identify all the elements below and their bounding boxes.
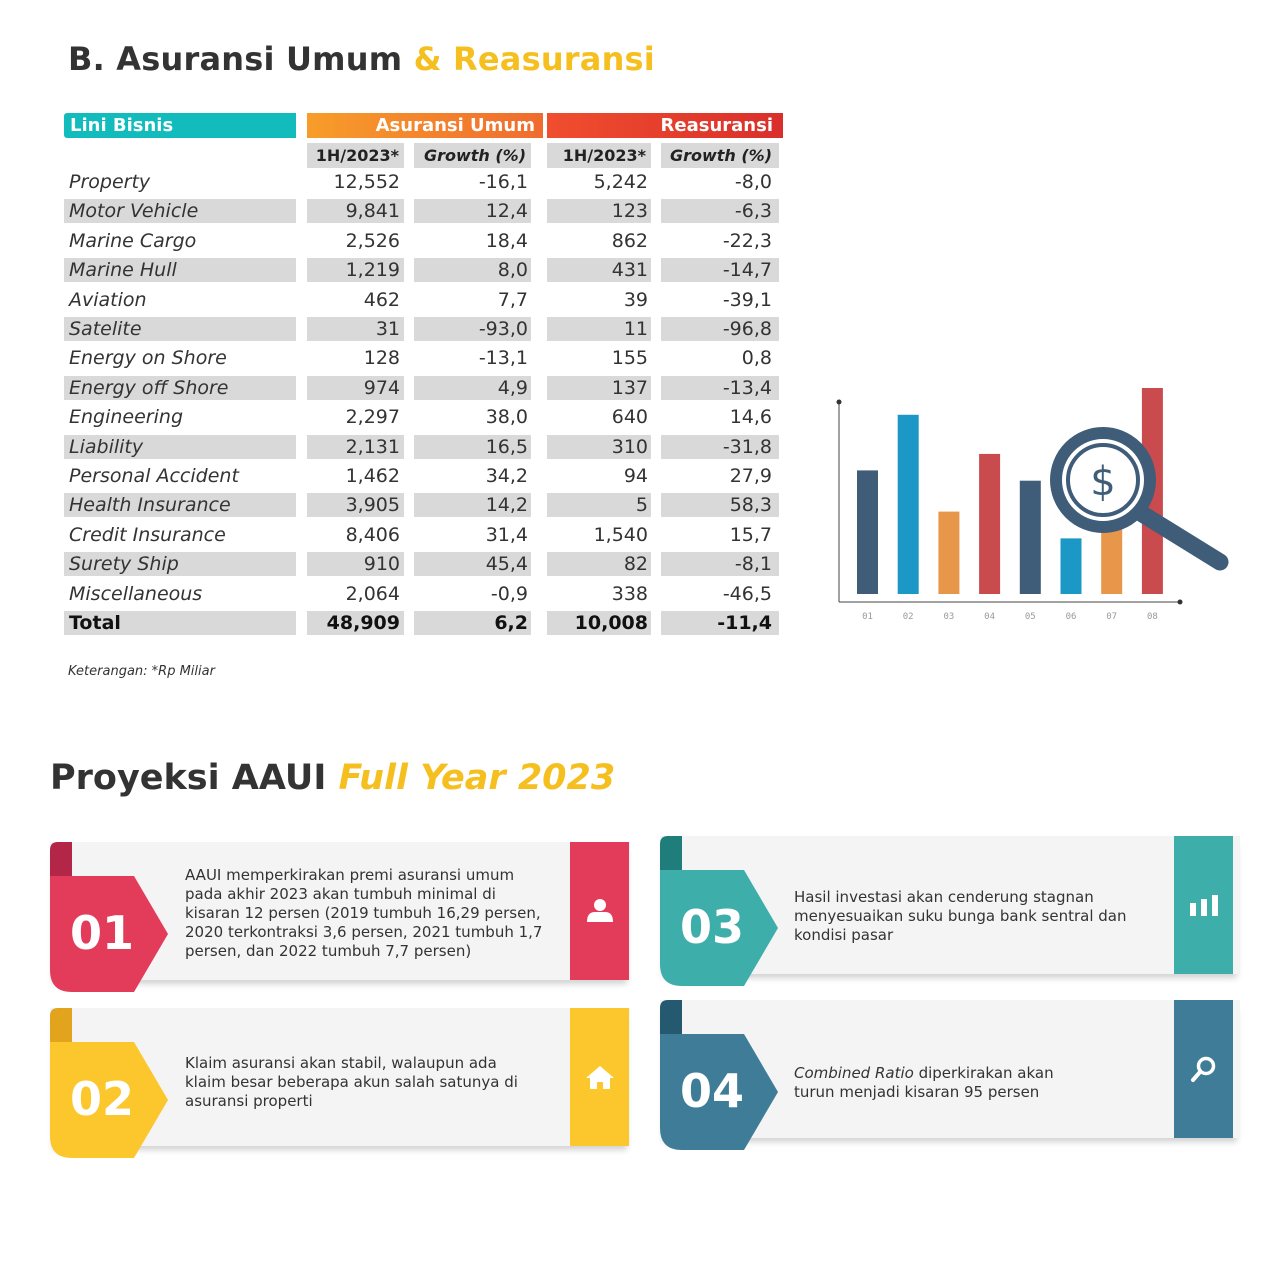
premium-au: 462 [363,288,400,311]
illus-x-axis-dot [1178,600,1183,605]
premium-au: 2,064 [345,582,400,605]
table-row [64,315,784,344]
growth-au: -0,9 [490,582,528,605]
premium-re: 11 [547,317,651,341]
premium-au: 2,131 [307,435,404,459]
table-row [64,403,784,432]
growth-re: 0,8 [741,347,772,370]
growth-re: 58,3 [661,493,779,517]
person-icon [585,898,615,924]
table-row [64,580,784,609]
growth-au: -93,0 [414,317,531,341]
premium-re: 10,008 [547,611,651,635]
growth-re: -39,1 [722,288,772,311]
table-row [64,521,784,550]
card-text-line: klaim besar beberapa akun salah satunya di [185,1073,518,1091]
card-icon-strip [1174,1000,1233,1138]
premium-re: 640 [611,406,648,429]
card-text-line: diperkirakan akan [913,1064,1054,1082]
card-text [185,1054,565,1111]
subheader-growth-au: Growth (%) [414,143,531,168]
card-number: 02 [70,1072,135,1126]
illus-axis-label: 01 [862,612,873,622]
illus-bar [979,454,1000,594]
illus-axis-label: 06 [1065,612,1077,622]
growth-au: 38,0 [485,406,528,429]
card-text [794,1064,1174,1102]
growth-au: 34,2 [485,465,528,487]
card-number: 03 [680,900,745,954]
illus-bar [898,415,919,594]
search-icon [1190,1055,1218,1083]
premium-au: 9,841 [307,199,404,223]
growth-re: -8,1 [661,552,779,576]
line-name: Personal Accident [69,465,239,487]
line-name: Satelite [64,317,296,341]
card-text-line: AAUI memperkirakan premi asuransi umum [185,866,515,884]
subheader-growth-re: Growth (%) [661,143,779,168]
proyeksi-title-accent: Full Year 2023 [338,758,616,798]
section-title [68,40,655,78]
growth-re: -8,0 [734,171,772,193]
growth-au: 18,4 [485,229,528,252]
card-icon-strip [570,842,629,980]
card-text [794,888,1174,945]
growth-au: 14,2 [414,493,531,517]
projection-card [660,836,1240,991]
section-title-main: B. Asuransi Umum [68,40,403,78]
premium-re: 310 [547,435,651,459]
line-name: Engineering [69,406,183,429]
dollar-symbol: $ [1090,459,1116,505]
table-row [64,462,784,491]
growth-au: 16,5 [414,435,531,459]
projection-card [50,1008,630,1163]
illus-y-axis-dot [837,400,842,405]
illus-axis-label: 04 [984,612,996,622]
premium-au: 12,552 [333,171,400,193]
projection-card [50,842,630,997]
line-name: Energy off Shore [64,376,296,400]
table-row [64,256,784,285]
line-name: Liability [64,435,296,459]
illus-axis-label: 07 [1106,612,1118,622]
premium-re: 94 [623,465,648,487]
card-text-line: 2020 terkontraksi 3,6 persen, 2021 tumbuh 1,7 [185,923,543,941]
line-name: Surety Ship [64,552,296,576]
table-row [64,344,784,373]
chart-illustration [820,378,1240,628]
line-name: Miscellaneous [69,582,203,605]
growth-au: 4,9 [414,376,531,400]
growth-au: 8,0 [414,258,531,282]
table-row [64,227,784,256]
illus-axis-label: 02 [902,612,914,622]
table-row [64,374,784,403]
premium-au: 1,462 [345,465,400,487]
growth-au: 7,7 [497,288,528,311]
projection-card [660,1000,1240,1155]
line-name: Motor Vehicle [64,199,296,223]
growth-re: -14,7 [661,258,779,282]
card-number: 01 [70,906,135,960]
growth-re: -6,3 [661,199,779,223]
premium-au: 31 [307,317,404,341]
line-name: Aviation [69,288,147,311]
premium-re: 862 [611,229,648,252]
line-name: Health Insurance [64,493,296,517]
growth-re: -46,5 [722,582,772,605]
growth-re: -22,3 [722,229,772,252]
card-text-line: Hasil investasi akan cenderung stagnan [794,888,1094,906]
illus-axis-label: 03 [943,612,955,622]
table-total-row [64,609,784,638]
premium-re: 5,242 [593,171,648,193]
proyeksi-title-main: Proyeksi AAUI [50,758,327,798]
growth-re: -11,4 [661,611,779,635]
table-row [64,550,784,579]
line-name: Energy on Shore [69,347,227,370]
illus-bar [857,470,878,594]
table-row [64,491,784,520]
proyeksi-title [50,758,615,798]
card-text-line: kisaran 12 persen (2019 tumbuh 16,29 persen, [185,904,541,922]
card-text-italic: Combined Ratio [794,1064,914,1082]
premium-re: 137 [547,376,651,400]
illus-bar [1020,481,1041,594]
illus-axis-label: 05 [1024,612,1036,622]
card-text-line: asuransi properti [185,1092,313,1110]
header-lini-bisnis: Lini Bisnis [64,113,296,138]
subheader-period-au: 1H/2023* [307,143,404,168]
premium-au: 2,297 [345,406,400,429]
premium-au: 8,406 [345,523,400,546]
table-row [64,197,784,226]
premium-re: 431 [547,258,651,282]
line-name: Marine Hull [64,258,296,282]
card-text [185,866,565,961]
card-text-line: kondisi pasar [794,926,894,944]
growth-au: 31,4 [485,523,528,546]
premium-re: 82 [547,552,651,576]
card-icon-strip [1174,836,1233,974]
card-text-line: menyesuaikan suku bunga bank sentral dan [794,907,1127,925]
growth-re: 14,6 [729,406,772,429]
growth-re: 15,7 [729,523,772,546]
growth-re: 27,9 [729,465,772,487]
card-text-line: pada akhir 2023 akan tumbuh minimal di [185,885,496,903]
card-text-line: turun menjadi kisaran 95 persen [794,1083,1040,1101]
growth-re: -96,8 [661,317,779,341]
table-row [64,286,784,315]
card-number: 04 [680,1064,745,1118]
premium-au: 3,905 [307,493,404,517]
growth-au: 45,4 [414,552,531,576]
premium-re: 1,540 [593,523,648,546]
growth-au: 6,2 [414,611,531,635]
line-name: Marine Cargo [69,229,197,252]
card-text-line: Klaim asuransi akan stabil, walaupun ada [185,1054,497,1072]
premium-au: 2,526 [345,229,400,252]
premium-re: 5 [547,493,651,517]
illus-axis-label: 08 [1146,612,1158,622]
premium-au: 974 [307,376,404,400]
premium-re: 123 [547,199,651,223]
subheader-period-re: 1H/2023* [547,143,651,168]
premium-re: 39 [623,288,648,311]
card-text-line: persen, dan 2022 tumbuh 7,7 persen) [185,942,472,960]
illus-bar [938,512,959,594]
home-icon [585,1064,615,1090]
table-row [64,168,784,197]
illus-axis-labels [862,612,1158,622]
premium-re: 155 [611,347,648,370]
growth-au: -16,1 [478,171,528,193]
line-name: Credit Insurance [69,523,226,546]
illus-bar [1061,538,1082,594]
section-title-accent: & Reasuransi [413,40,655,78]
growth-au: 12,4 [414,199,531,223]
premium-re: 338 [611,582,648,605]
premium-au: 910 [307,552,404,576]
premium-au: 48,909 [307,611,404,635]
header-asuransi-umum: Asuransi Umum [307,113,543,138]
growth-re: -31,8 [661,435,779,459]
growth-au: -13,1 [478,347,528,370]
premium-au: 128 [363,347,400,370]
header-reasuransi: Reasuransi [547,113,783,138]
card-icon-strip [570,1008,629,1146]
bar-chart-icon [1189,894,1219,916]
growth-re: -13,4 [661,376,779,400]
table-row [64,433,784,462]
table-note: Keterangan: *Rp Miliar [68,664,215,679]
premium-au: 1,219 [307,258,404,282]
line-name: Total [64,611,296,635]
line-name: Property [69,171,151,193]
